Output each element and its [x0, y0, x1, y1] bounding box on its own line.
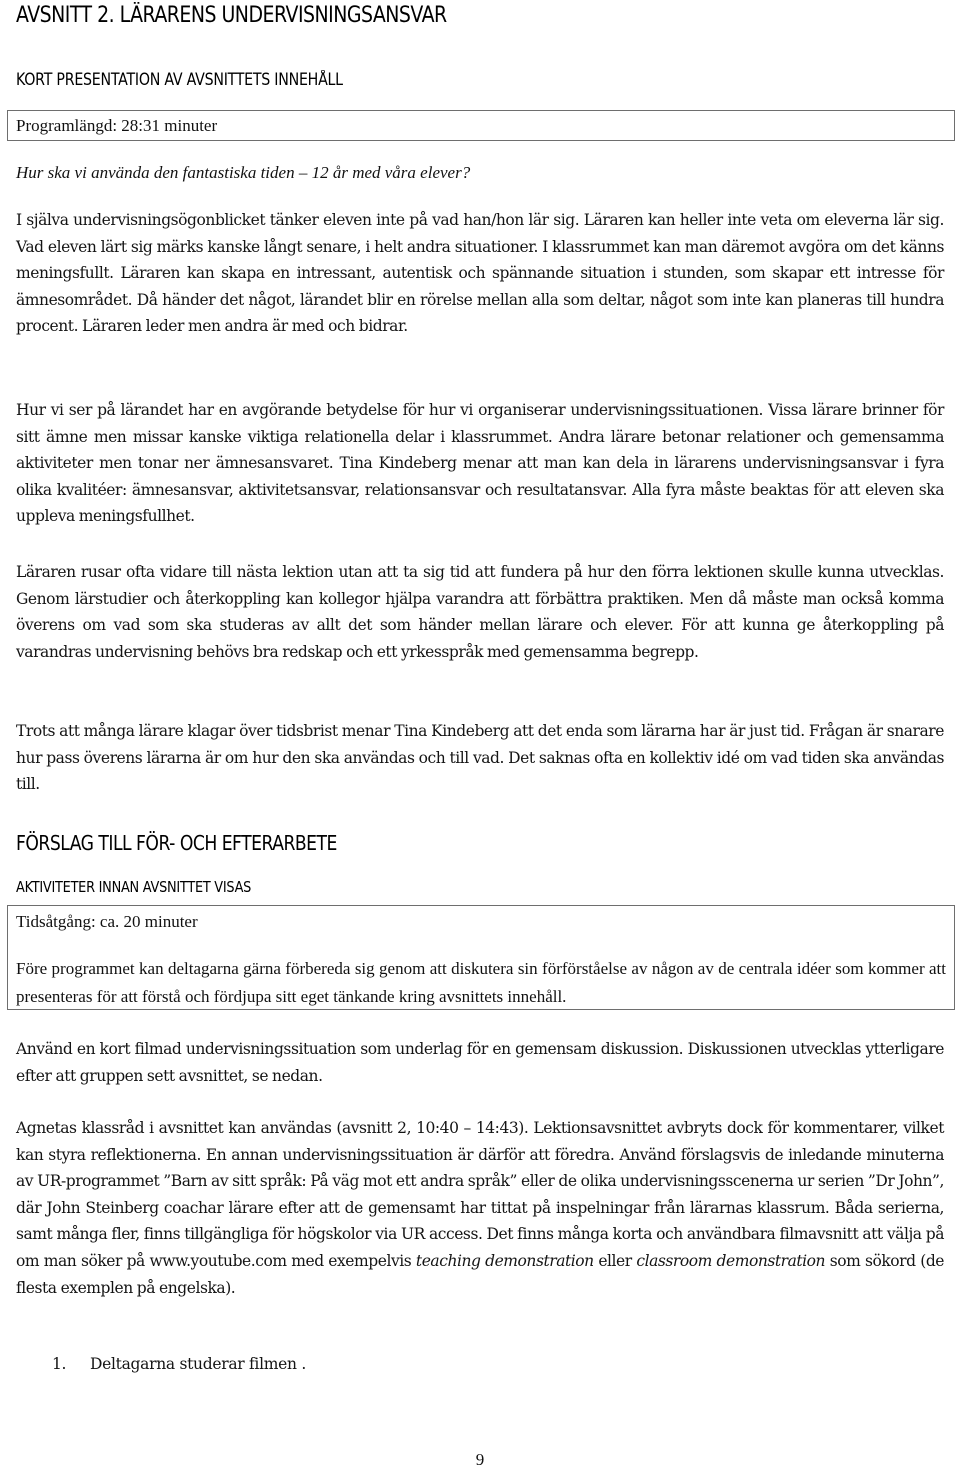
program-length-box	[7, 110, 955, 141]
presentation-heading: KORT PRESENTATION AV AVSNITTETS INNEHÅLL	[16, 70, 343, 89]
activity-box-text: Före programmet kan deltagarna gärna förbereda sig genom att diskutera sin förförståelse av någon av de centrala idéer som kommer att presenteras för att förstå och fördjupa sitt eget tänkande kring avsnittets innehåll.	[16, 959, 946, 1006]
intro-paragraph-2: Hur vi ser på lärandet har en avgörande betydelse för hur vi organiserar undervisningssituationen. Vissa lärare brinner för sitt ämne men missar kanske viktiga relationella delar i klassrummet. Andra lärare betonar relationer och gemensamma aktiviteter men tonar ner ämnesansvaret. Tina Kindeberg menar att man kan dela in lärarens undervisningsansvar i fyra olika kvalitéer: ämnesansvar, aktivitetsansvar, relationsansvar och resultatansvar. Alla fyra måste beaktas för att eleven ska uppleva meningsfullhet.	[16, 401, 944, 526]
search-term-connector: eller	[593, 1251, 637, 1270]
list-item-text: Deltagarna studerar filmen .	[90, 1355, 306, 1373]
program-length: Programlängd: 28:31 minuter	[16, 116, 218, 135]
time-estimate: Tidsåtgång: ca. 20 minuter	[16, 912, 198, 931]
search-term-1: teaching demonstration	[415, 1251, 594, 1270]
list-item	[52, 1355, 306, 1373]
suggestion-paragraph-2-text: Agnetas klassråd i avsnittet kan användas (avsnitt 2, 10:40 – 14:43). Lektionsavsnittet avbryts dock för kommentarer, vilket kan styra reflektionerna. En annan undervisningssituation är därför att föredra. Använd förslagsvis de inledande minuterna av UR-programmet ”Barn av sitt språk: På väg mot ett andra språk” eller de olika undervisningsscenerna ur serien ”Dr John”, där John Steinberg coachar lärare efter att de gemensamt har tittat på inspelningar från lärarnas klassrum. Båda serierna, samt många fler, finns tillgängliga för högskolor via UR access. Det finns många korta och användbara filmavsnitt att välja på om man söker på www.youtube.com med exempelvis	[16, 1119, 944, 1270]
list-item-number: 1.	[52, 1355, 67, 1373]
activity-box	[7, 905, 955, 1010]
search-term-2: classroom demonstration	[636, 1251, 826, 1270]
suggestion-paragraph-1: Använd en kort filmad undervisningssituation som underlag för en gemensam diskussion. Diskussionen utvecklas ytterligare efter att gruppen sett avsnittet, se nedan.	[16, 1040, 944, 1085]
intro-paragraph-3: Läraren rusar ofta vidare till nästa lektion utan att ta sig tid att fundera på hur den förra lektionen skulle kunna utvecklas. Genom lärstudier och återkoppling kan kollegor hjälpa varandra att förbättra praktiken. Men då måste man också komma överens om vad som ska studeras av allt det som händer mellan lärare och elever. För att kunna ge återkoppling på varandras undervisning behövs bra redskap och ett yrkesspråk med gemensamma begrepp.	[16, 563, 944, 661]
intro-paragraph-4: Trots att många lärare klagar över tidsbrist menar Tina Kindeberg att det enda som lärarna har är just tid. Frågan är snarare hur pass överens lärarna är om hur den ska användas och till vad. Det saknas ofta en kollektiv idé om vad tiden ska användas till.	[16, 722, 944, 794]
activities-before-heading: AKTIVITETER INNAN AVSNITTET VISAS	[16, 878, 252, 896]
page-number: 9	[475, 1450, 485, 1469]
section-title: AVSNITT 2. LÄRARENS UNDERVISNINGSANSVAR	[16, 3, 447, 28]
intro-paragraph-1: I själva undervisningsögonblicket tänker eleven inte på vad han/hon lär sig. Läraren kan heller inte veta om eleverna lär sig. Vad eleven lärt sig märks kanske långt senare, i helt andra situationer. I klassrummet kan man däremot avgöra om det känns meningsfullt. Läraren kan skapa en intressant, autentisk och spännande situation i stunden, som skapar ett intresse för ämnesområdet. Då händer det något, lärandet blir en rörelse mellan alla som deltar, något som inte kan planeras till hundra procent. Läraren leder men andra är med och bidrar.	[16, 211, 944, 336]
suggestion-paragraph-2	[16, 1115, 944, 1301]
guiding-question: Hur ska vi använda den fantastiska tiden – 12 år med våra elever?	[16, 163, 471, 182]
suggestions-title: FÖRSLAG TILL FÖR- OCH EFTERARBETE	[16, 831, 337, 855]
suggestion-paragraph-2-end: som sökord (de flesta exemplen på engelska).	[16, 1251, 945, 1297]
